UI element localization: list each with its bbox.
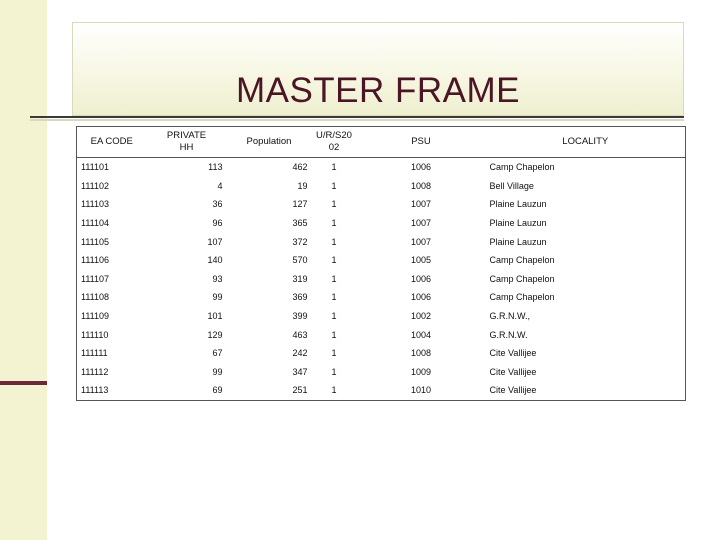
ea-code-cell: 111106 bbox=[81, 255, 110, 266]
title-rule-light bbox=[30, 119, 684, 121]
population-cell: 319 bbox=[292, 273, 308, 284]
table-row bbox=[77, 381, 686, 400]
psu-cell: 1006 bbox=[410, 162, 432, 173]
header-locality: LOCALITY bbox=[486, 127, 686, 158]
urs-cell: 1 bbox=[331, 162, 337, 173]
psu-cell: 1006 bbox=[410, 273, 432, 284]
private-hh-cell: 140 bbox=[207, 255, 223, 266]
psu-cell: 1008 bbox=[410, 348, 432, 359]
ea-code-cell: 111110 bbox=[81, 329, 109, 340]
table-row bbox=[77, 232, 686, 251]
locality-cell: G.R.N.W., bbox=[489, 311, 530, 322]
psu-cell: 1004 bbox=[410, 329, 432, 340]
ea-code-cell: 111111 bbox=[81, 348, 108, 359]
population-cell: 19 bbox=[297, 180, 308, 191]
locality-cell: Camp Chapelon bbox=[489, 292, 555, 303]
left-decorative-band bbox=[0, 0, 47, 540]
table-body bbox=[77, 158, 686, 401]
urs-cell: 1 bbox=[331, 292, 337, 303]
locality-cell: Bell Village bbox=[489, 180, 534, 191]
population-cell: 372 bbox=[292, 236, 308, 247]
population-cell: 365 bbox=[292, 218, 308, 229]
table-row bbox=[77, 325, 686, 344]
locality-cell: Camp Chapelon bbox=[489, 273, 555, 284]
urs-cell: 1 bbox=[331, 348, 337, 359]
ea-code-cell: 111104 bbox=[81, 218, 110, 229]
ea-code-cell: 111113 bbox=[81, 385, 109, 396]
urs-cell: 1 bbox=[331, 366, 337, 377]
table-row bbox=[77, 158, 686, 177]
ea-code-cell: 111105 bbox=[81, 236, 110, 247]
private-hh-cell: 129 bbox=[207, 329, 223, 340]
master-frame-table bbox=[76, 126, 686, 401]
locality-cell: Plaine Lauzun bbox=[489, 236, 547, 247]
urs-cell: 1 bbox=[331, 180, 337, 191]
locality-cell: Camp Chapelon bbox=[489, 162, 555, 173]
private-hh-cell: 99 bbox=[212, 366, 223, 377]
slide-title: MASTER FRAME bbox=[235, 71, 521, 110]
urs-cell: 1 bbox=[331, 199, 337, 210]
table-row bbox=[77, 177, 686, 196]
table-row bbox=[77, 363, 686, 382]
urs-cell: 1 bbox=[331, 236, 337, 247]
private-hh-cell: 99 bbox=[212, 292, 223, 303]
private-hh-cell: 113 bbox=[208, 162, 223, 173]
psu-cell: 1007 bbox=[410, 218, 432, 229]
table-header-row bbox=[77, 127, 686, 158]
population-cell: 251 bbox=[292, 385, 308, 396]
urs-cell: 1 bbox=[331, 255, 337, 266]
header-urs: U/R/S20 02 bbox=[312, 127, 357, 158]
ea-code-cell: 111107 bbox=[81, 273, 110, 284]
psu-cell: 1007 bbox=[410, 236, 432, 247]
table-row bbox=[77, 307, 686, 326]
header-psu: PSU bbox=[357, 127, 486, 158]
header-private-hh: PRIVATE HH bbox=[147, 127, 227, 158]
population-cell: 570 bbox=[292, 255, 308, 266]
locality-cell: Cite Vallijee bbox=[489, 348, 537, 359]
psu-cell: 1006 bbox=[410, 292, 432, 303]
title-rule-dark bbox=[30, 116, 684, 118]
population-cell: 462 bbox=[292, 162, 308, 173]
ea-code-cell: 111109 bbox=[81, 311, 110, 322]
population-cell: 399 bbox=[292, 311, 308, 322]
private-hh-cell: 67 bbox=[212, 348, 223, 359]
header-population: Population bbox=[227, 127, 312, 158]
ea-code-cell: 111102 bbox=[81, 180, 110, 191]
psu-cell: 1010 bbox=[410, 385, 432, 396]
private-hh-cell: 36 bbox=[212, 199, 223, 210]
urs-cell: 1 bbox=[331, 273, 337, 284]
private-hh-cell: 96 bbox=[212, 218, 223, 229]
left-accent-bar bbox=[0, 381, 47, 385]
locality-cell: Cite Vallijee bbox=[489, 366, 537, 377]
table-row bbox=[77, 344, 686, 363]
table-row bbox=[77, 251, 686, 270]
table-row bbox=[77, 288, 686, 307]
population-cell: 242 bbox=[292, 348, 308, 359]
private-hh-cell: 101 bbox=[207, 311, 223, 322]
ea-code-cell: 111108 bbox=[81, 292, 110, 303]
private-hh-cell: 93 bbox=[212, 273, 223, 284]
ea-code-cell: 111103 bbox=[81, 199, 110, 210]
urs-cell: 1 bbox=[331, 385, 337, 396]
population-cell: 369 bbox=[292, 292, 308, 303]
population-cell: 127 bbox=[292, 199, 308, 210]
locality-cell: Cite Vallijee bbox=[489, 385, 537, 396]
header-ea-code: EA CODE bbox=[77, 127, 147, 158]
psu-cell: 1007 bbox=[410, 199, 432, 210]
locality-cell: Plaine Lauzun bbox=[489, 199, 547, 210]
title-box bbox=[72, 22, 684, 116]
ea-code-cell: 111101 bbox=[81, 162, 110, 173]
table-row bbox=[77, 270, 686, 289]
urs-cell: 1 bbox=[331, 329, 337, 340]
population-cell: 463 bbox=[292, 329, 308, 340]
psu-cell: 1002 bbox=[410, 311, 432, 322]
population-cell: 347 bbox=[292, 366, 308, 377]
psu-cell: 1005 bbox=[410, 255, 432, 266]
urs-cell: 1 bbox=[331, 311, 337, 322]
urs-cell: 1 bbox=[331, 218, 337, 229]
private-hh-cell: 107 bbox=[207, 236, 223, 247]
private-hh-cell: 4 bbox=[217, 180, 223, 191]
psu-cell: 1009 bbox=[410, 366, 432, 377]
table-row bbox=[77, 195, 686, 214]
locality-cell: Plaine Lauzun bbox=[489, 218, 547, 229]
ea-code-cell: 111112 bbox=[81, 366, 109, 377]
locality-cell: G.R.N.W. bbox=[489, 329, 528, 340]
locality-cell: Camp Chapelon bbox=[489, 255, 555, 266]
table-row bbox=[77, 214, 686, 233]
psu-cell: 1008 bbox=[410, 180, 432, 191]
private-hh-cell: 69 bbox=[212, 385, 223, 396]
